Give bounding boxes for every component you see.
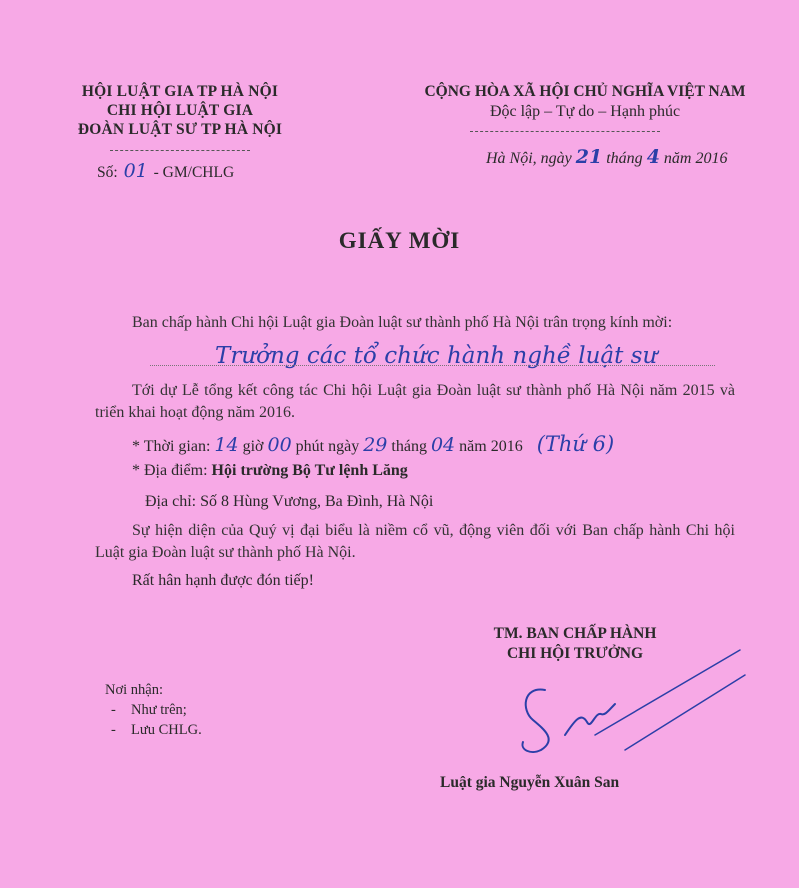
document-number	[97, 160, 234, 182]
signer-title-line1: TM. BAN CHẤP HÀNH	[493, 625, 657, 642]
venue-label: * Địa điểm:	[132, 462, 208, 479]
org-name-line2: CHI HỘI LUẬT GIA	[106, 102, 254, 119]
docno-prefix: Số:	[97, 164, 118, 181]
time-hour: 14	[214, 434, 239, 456]
time-year: năm 2016	[459, 438, 523, 455]
national-title: CỘNG HÒA XÃ HỘI CHỦ NGHĨA VIỆT NAM	[424, 83, 746, 100]
national-motto: Độc lập – Tự do – Hạnh phúc	[489, 103, 681, 120]
event-venue	[132, 462, 408, 480]
purpose-paragraph: Tới dự Lễ tổng kết công tác Chi hội Luật gia Đoàn luật sư thành phố Hà Nội năm 2015 và triển khai hoạt động năm 2016.	[95, 382, 735, 421]
docno-suffix: - GM/CHLG	[153, 164, 235, 181]
closing-paragraph: Sự hiện diện của Quý vị đại biểu là niềm cổ vũ, động viên đối với Ban chấp hành Chi hội Luật gia Đoàn luật sư thành phố Hà Nội.	[95, 522, 735, 561]
time-day: 29	[363, 434, 388, 456]
intro-paragraph: Ban chấp hành Chi hội Luật gia Đoàn luật sư thành phố Hà Nội trân trọng kính mời:	[132, 314, 673, 331]
date-prefix: Hà Nội, ngày	[486, 150, 572, 167]
motto-divider	[470, 131, 660, 132]
recipient-item: - Như trên;	[111, 702, 187, 718]
handwritten-signature	[505, 640, 755, 765]
time-month: 04	[430, 434, 456, 456]
document-title: GIẤY MỜI	[338, 228, 461, 253]
date-day: 21	[575, 146, 603, 168]
recipients-label: Nơi nhận:	[105, 682, 164, 698]
time-minute: 00	[267, 434, 292, 456]
venue-address: Địa chỉ: Số 8 Hùng Vương, Ba Đình, Hà Nội	[145, 493, 434, 510]
signer-title-line2: CHI HỘI TRƯỞNG	[506, 645, 644, 662]
org-divider	[110, 150, 250, 151]
signer-name: Luật gia Nguyễn Xuân San	[440, 774, 620, 791]
event-time	[132, 432, 614, 456]
date-month: 4	[646, 146, 660, 168]
addressee-dotted-line	[150, 365, 715, 366]
venue-name: Hội trường Bộ Tư lệnh Lăng	[211, 462, 408, 479]
date-year: năm 2016	[663, 150, 728, 167]
date-month-label: tháng	[606, 150, 643, 167]
time-minute-label: phút ngày	[295, 438, 360, 455]
time-label: * Thời gian:	[132, 438, 211, 455]
handwritten-addressee: Trưởng các tổ chức hành nghề luật sư	[215, 343, 658, 369]
recipients-block	[105, 680, 202, 740]
time-note: (Thứ 6)	[536, 432, 615, 456]
org-name-line3: ĐOÀN LUẬT SƯ TP HÀ NỘI	[77, 121, 283, 138]
org-name-line1: HỘI LUẬT GIA TP HÀ NỘI	[81, 83, 279, 100]
date-line	[486, 146, 727, 168]
recipient-item: - Lưu CHLG.	[111, 722, 202, 738]
time-hour-label: giờ	[242, 438, 264, 455]
welcome-line: Rất hân hạnh được đón tiếp!	[132, 572, 314, 589]
time-month-label: tháng	[391, 438, 427, 455]
organization-header	[60, 82, 300, 139]
docno-number: 01	[123, 160, 148, 182]
